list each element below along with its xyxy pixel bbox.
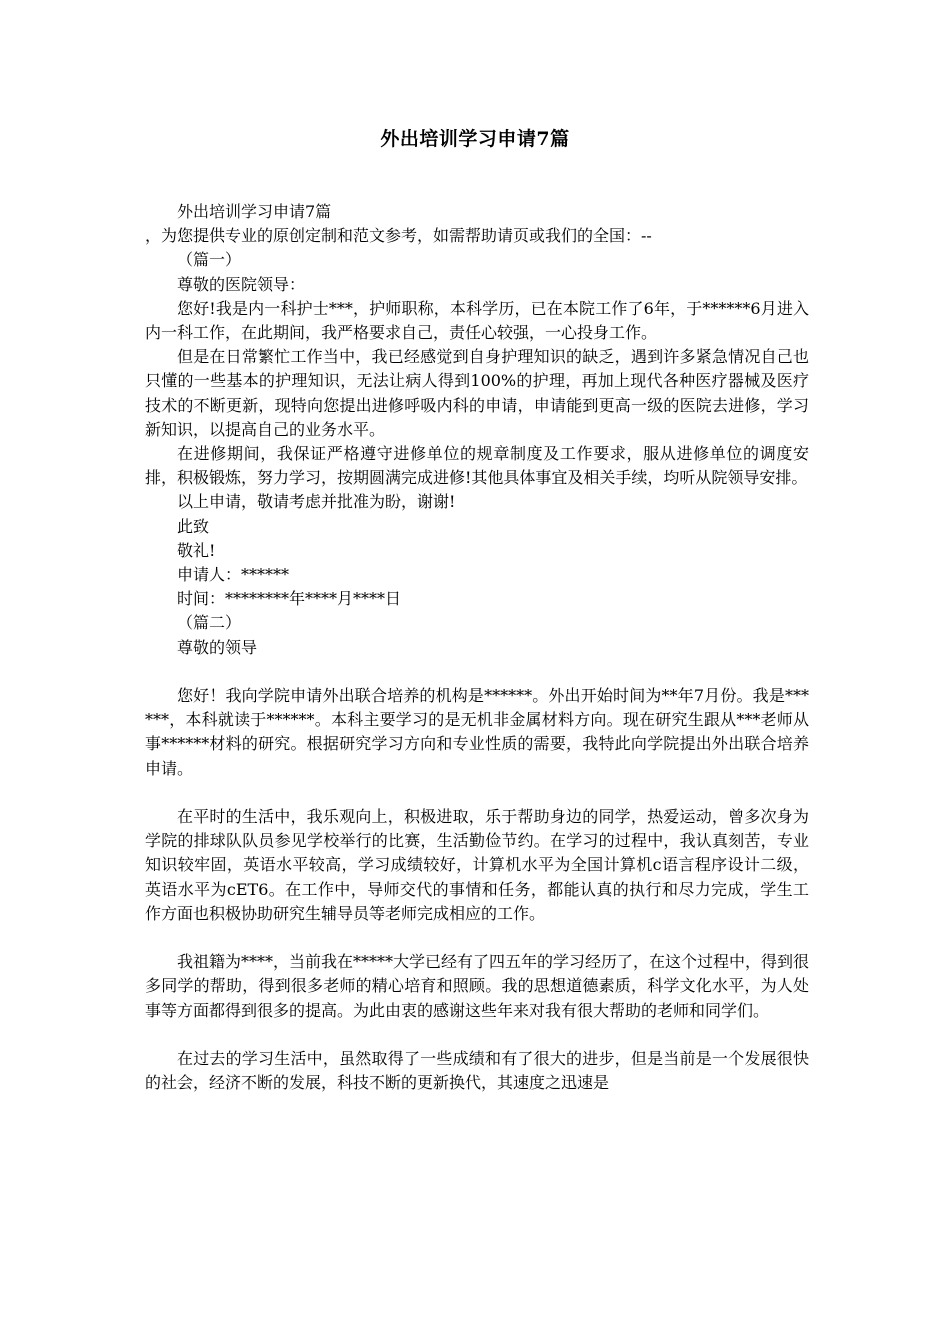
date: 时间：********年****月****日 — [177, 589, 402, 609]
paragraph: 在进修期间，我保证严格遵守进修单位的规章制度及工作要求，服从进修单位的调度安排，积极锻炼，努力学习，按期圆满完成进修!其他具体事宜及相关手续，均听从院领导安排。 — [145, 444, 809, 488]
paragraph: 外出培训学习申请7篇 — [177, 202, 332, 221]
blank-line — [145, 781, 809, 805]
paragraph: ，为您提供专业的原创定制和范文参考，如需帮助请页或我们的全国：-- — [145, 226, 652, 246]
paragraph: 我祖籍为****，当前我在*****大学已经有了四五年的学习经历了，在这个过程中，得到很多同学的帮助，得到很多老师的精心培育和照顾。我的思想道德素质，科学文化水平，为人处事等方面都得到很多的提高。为此由衷的感谢这些年来对我有很大帮助的老师和同学们。 — [145, 952, 810, 1020]
closing: 此致 — [177, 516, 210, 536]
salutation: 尊敬的领导 — [177, 637, 258, 657]
applicant: 申请人：****** — [177, 565, 290, 585]
paragraph: 但是在日常繁忙工作当中，我已经感觉到自身护理知识的缺乏，遇到许多紧急情况自己也只懂的一些基本的护理知识，无法让病人得到100%的护理，再加上现代各种医疗器械及医疗技术的不断更新，现特向您提出进修呼吸内科的申请，申请能到更高一级的医院去进修，学习新知识，以提高自己的业务水平。 — [145, 347, 809, 439]
paragraph: 在平时的生活中，我乐观向上，积极进取，乐于帮助身边的同学，热爱运动，曾多次身为学院的排球队队员参见学校举行的比赛，生活勤俭节约。在学习的过程中，我认真刻苦，专业知识较牢固，英语水平较高，学习成绩较好，计算机水平为全国计算机c语言程序设计二级，英语水平为cET6。在工作中，导师交代的事情和任务，都能认真的执行和尽力完成，学生工作方面也积极协助研究生辅导员等老师完成相应的工作。 — [145, 807, 809, 923]
salutation: 尊敬的医院领导： — [177, 274, 306, 294]
section-heading: （篇一） — [177, 250, 242, 270]
blank-line — [145, 926, 809, 950]
document-body — [145, 200, 809, 1095]
paragraph: 您好!我是内一科护士***，护师职称，本科学历，已在本院工作了6年，于******6月进入内一科工作，在此期间，我严格要求自己，责任心较强，一心投身工作。 — [145, 298, 809, 343]
blank-line — [145, 660, 809, 684]
document-title: 外出培训学习申请7篇 — [380, 128, 570, 150]
section-heading: （篇二） — [177, 613, 242, 633]
paragraph: 以上申请，敬请考虑并批准为盼，谢谢! — [177, 492, 456, 512]
blank-line — [145, 1023, 809, 1047]
paragraph: 在过去的学习生活中，虽然取得了一些成绩和有了很大的进步，但是当前是一个发展很快的社会，经济不断的发展，科技不断的更新换代，其速度之迅速是 — [145, 1049, 809, 1093]
paragraph: 您好！我向学院申请外出联合培养的机构是******。外出开始时间为**年7月份。我是******，本科就读于******。本科主要学习的是无机非金属材料方向。现在研究生跟从***老师从事******材料的研究。根据研究学习方向和专业性质的需要，我特此向学院提出外出联合培养申请。 — [145, 686, 809, 778]
closing: 敬礼! — [177, 540, 216, 560]
